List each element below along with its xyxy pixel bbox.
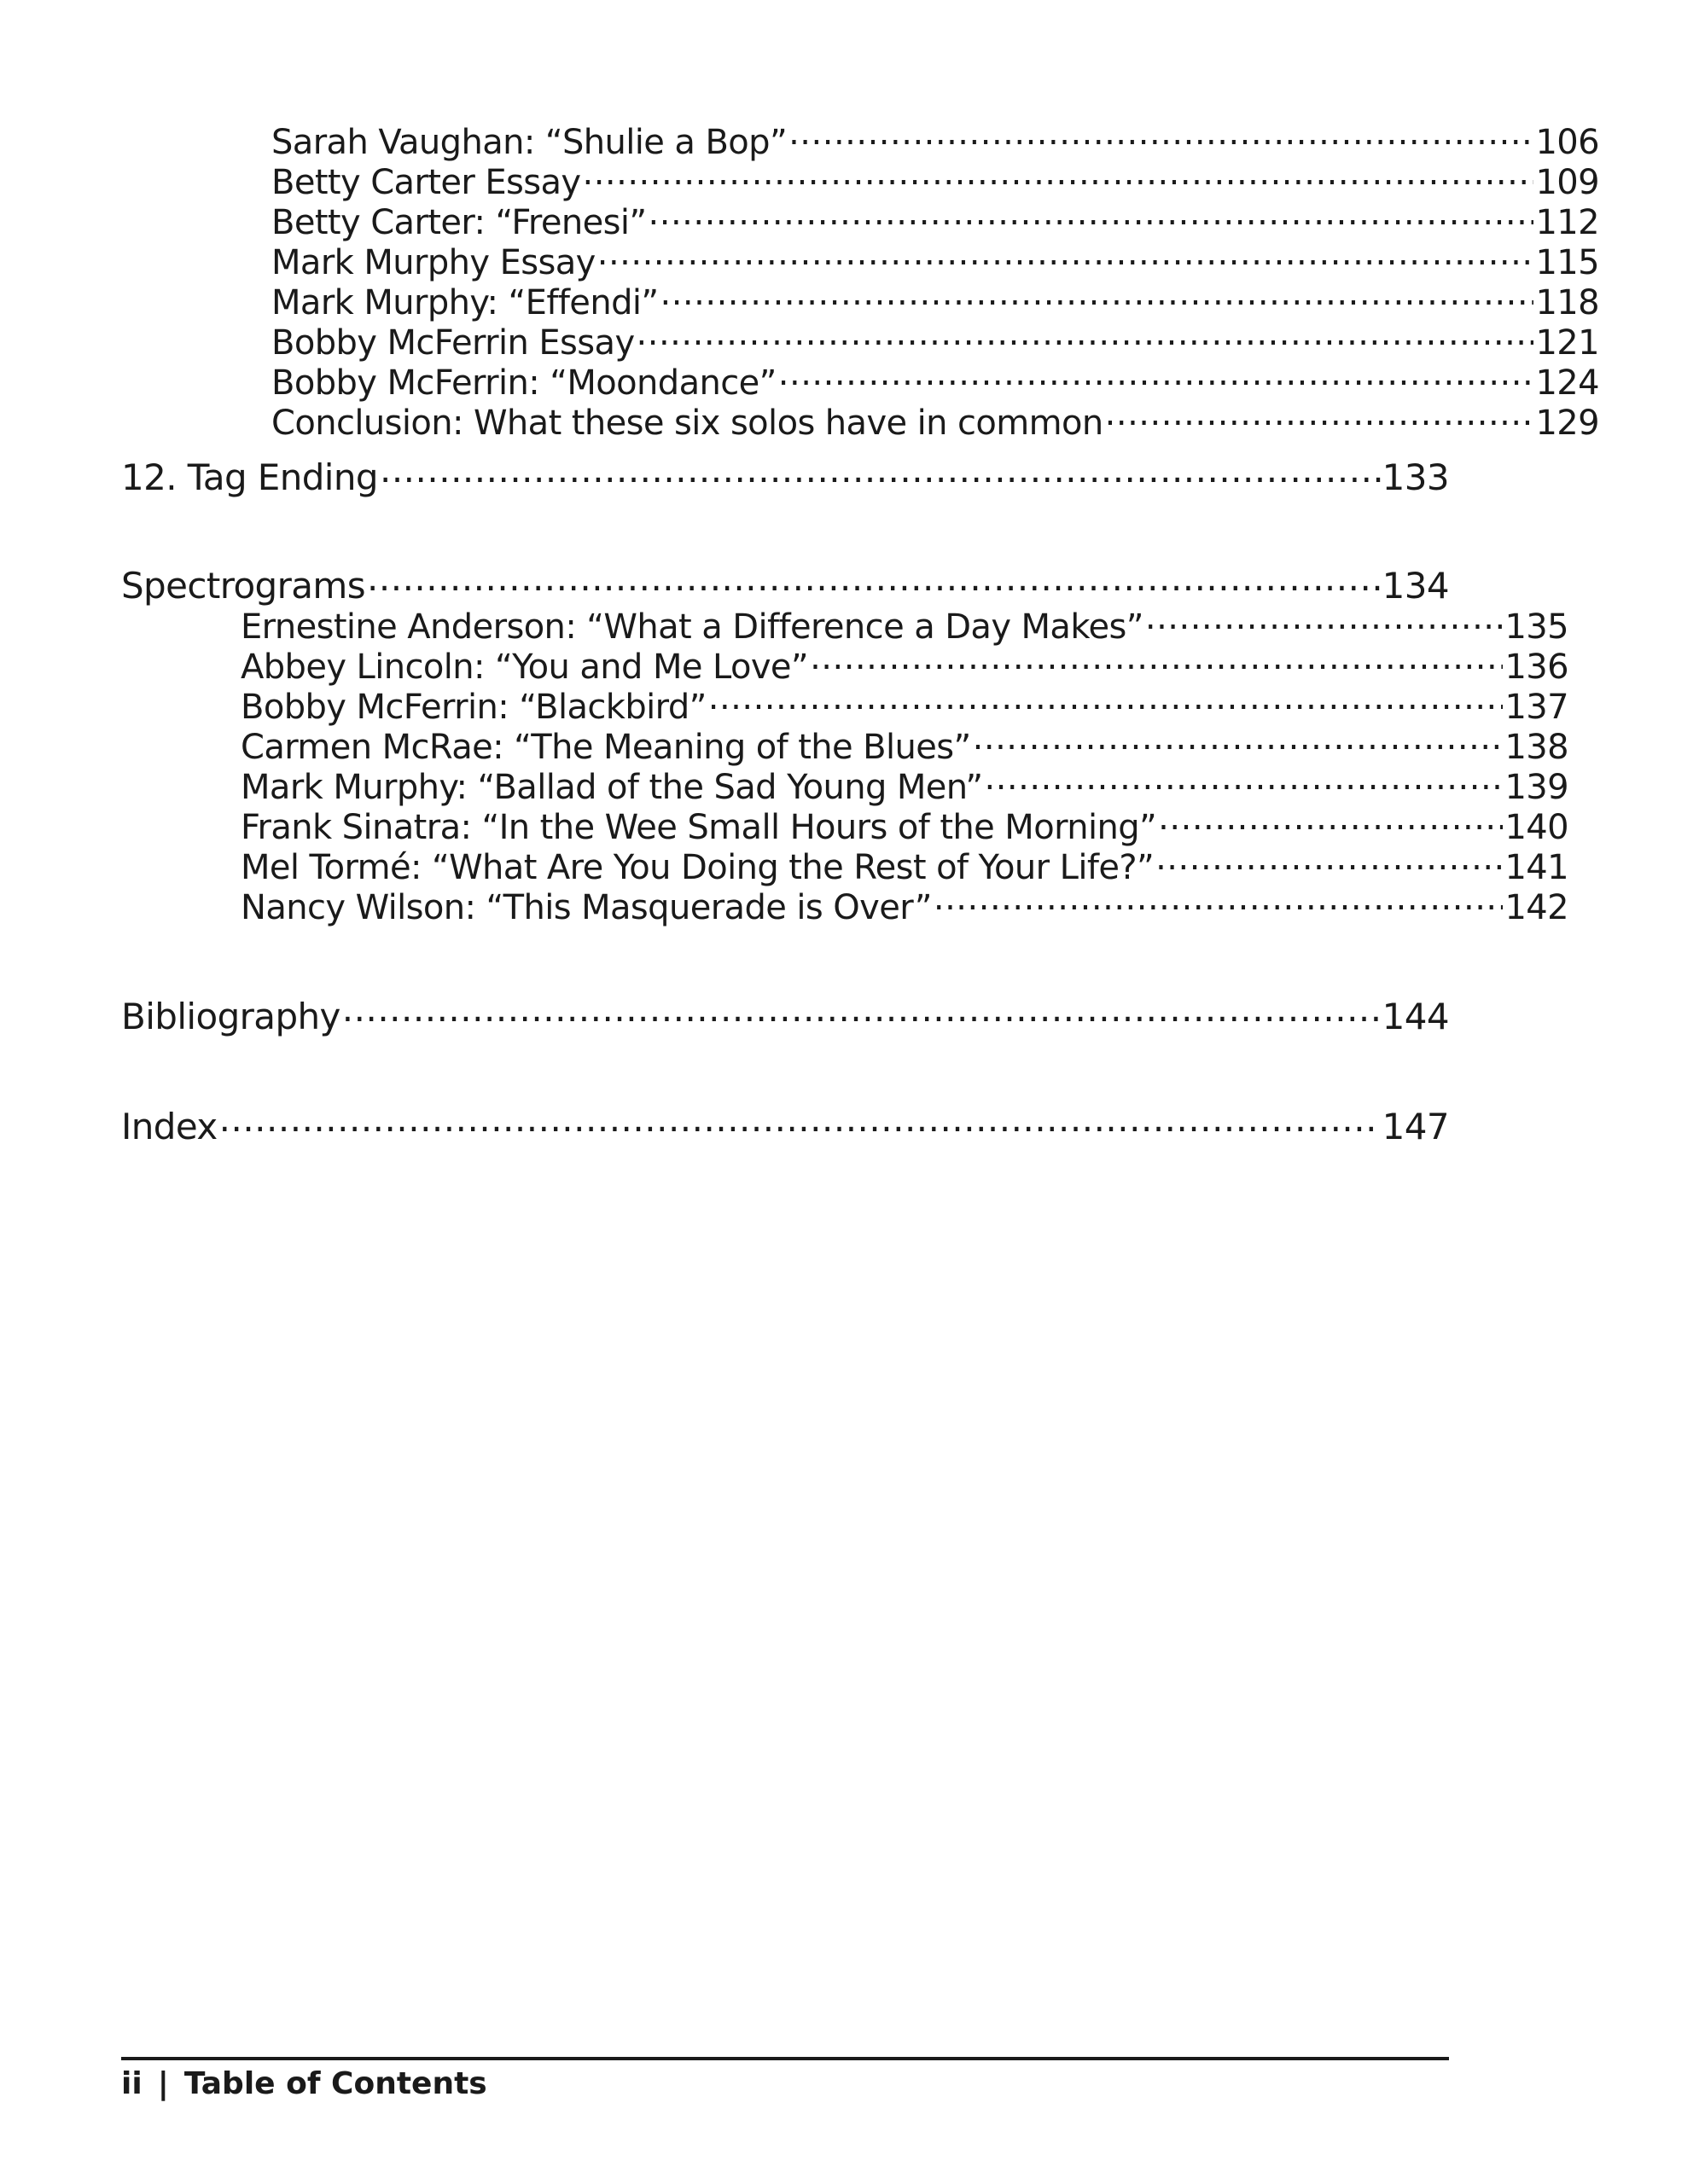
toc-entry-page: 118	[1535, 283, 1599, 322]
toc-entry-label: Carmen McRae: “The Meaning of the Blues”	[241, 728, 971, 767]
toc-entry-label: Betty Carter: “Frenesi”	[271, 203, 647, 242]
toc-entry-page: 106	[1535, 123, 1599, 162]
footer-rule	[121, 2057, 1449, 2060]
toc-entry-page: 138	[1504, 728, 1568, 767]
dot-leader	[1105, 394, 1534, 434]
dot-leader	[1145, 598, 1504, 638]
dot-leader	[810, 638, 1503, 678]
toc-entry-page: 112	[1535, 203, 1599, 242]
footer-page-number: ii	[121, 2066, 143, 2101]
toc-entry-page: 129	[1535, 404, 1599, 443]
dot-leader	[582, 154, 1533, 194]
toc-entry-label: Ernestine Anderson: “What a Difference a Day Makes”	[241, 607, 1143, 647]
page-footer	[121, 2065, 487, 2103]
spacer	[121, 490, 1449, 558]
toc-entry-label: Mel Tormé: “What Are You Doing the Rest of Your Life?”	[241, 848, 1155, 887]
toc-entry-label: 12. Tag Ending	[121, 456, 378, 498]
toc-entry-label: Bibliography	[121, 996, 340, 1037]
toc-entry-page: 133	[1382, 456, 1449, 498]
toc-entry-page: 140	[1504, 808, 1568, 847]
toc-entry-label: Frank Sinatra: “In the Wee Small Hours of the Morning”	[241, 808, 1157, 847]
dot-leader	[342, 989, 1381, 1029]
footer-section-title: Table of Contents	[183, 2066, 487, 2101]
dot-leader	[380, 450, 1381, 490]
toc-entry-label: Bobby McFerrin: “Blackbird”	[241, 688, 707, 727]
table-of-contents	[121, 113, 1599, 1147]
toc-entry-page: 109	[1535, 163, 1599, 202]
toc-entry-page: 136	[1504, 648, 1568, 687]
toc-entry-label: Betty Carter Essay	[271, 163, 581, 202]
dot-leader	[597, 234, 1534, 274]
toc-entry-label: Nancy Wilson: “This Masquerade is Over”	[241, 888, 932, 927]
toc-entry-label: Sarah Vaughan: “Shulie a Bop”	[271, 123, 788, 162]
toc-entry-page: 137	[1504, 688, 1568, 727]
spacer	[121, 919, 1449, 989]
toc-section-entry[interactable]	[121, 558, 1449, 607]
toc-entry-label: Abbey Lincoln: “You and Me Love”	[241, 648, 809, 687]
toc-section-entry[interactable]	[121, 1099, 1449, 1147]
toc-chapter-entry[interactable]	[121, 450, 1449, 498]
toc-entry-label: Bobby McFerrin: “Moondance”	[271, 363, 777, 403]
toc-entry-label: Spectrograms	[121, 565, 366, 607]
toc-section-entry[interactable]	[121, 989, 1449, 1037]
toc-entry-page: 121	[1535, 323, 1599, 363]
dot-leader	[708, 678, 1504, 718]
toc-entry-label: Bobby McFerrin Essay	[271, 323, 635, 363]
toc-entry[interactable]	[121, 113, 1599, 162]
spacer	[121, 1029, 1449, 1099]
toc-entry-page: 115	[1535, 243, 1599, 282]
dot-leader	[219, 1099, 1381, 1139]
dot-leader	[788, 113, 1533, 154]
toc-entry-page: 134	[1382, 565, 1449, 607]
toc-entry-label: Mark Murphy Essay	[271, 243, 596, 282]
dot-leader	[1158, 799, 1503, 839]
toc-entry-label: Conclusion: What these six solos have in common	[271, 404, 1103, 443]
dot-leader	[660, 274, 1534, 314]
dot-leader	[985, 758, 1504, 799]
dot-leader	[637, 314, 1534, 354]
toc-entry-page: 139	[1504, 768, 1568, 807]
toc-entry-label: Index	[121, 1106, 218, 1147]
dot-leader	[1155, 839, 1503, 879]
dot-leader	[934, 879, 1504, 919]
dot-leader	[367, 558, 1381, 598]
toc-entry-label: Mark Murphy: “Effendi”	[271, 283, 659, 322]
toc-entry-page: 141	[1504, 848, 1568, 887]
toc-entry-page: 124	[1535, 363, 1599, 403]
dot-leader	[973, 718, 1504, 758]
toc-entry-page: 135	[1504, 607, 1568, 647]
toc-entry-page: 147	[1382, 1106, 1449, 1147]
footer-separator: |	[157, 2066, 169, 2101]
toc-entry-page: 142	[1504, 888, 1568, 927]
dot-leader	[778, 354, 1534, 394]
toc-entry-page: 144	[1382, 996, 1449, 1037]
dot-leader	[649, 194, 1534, 234]
toc-entry-label: Mark Murphy: “Ballad of the Sad Young Men”	[241, 768, 983, 807]
